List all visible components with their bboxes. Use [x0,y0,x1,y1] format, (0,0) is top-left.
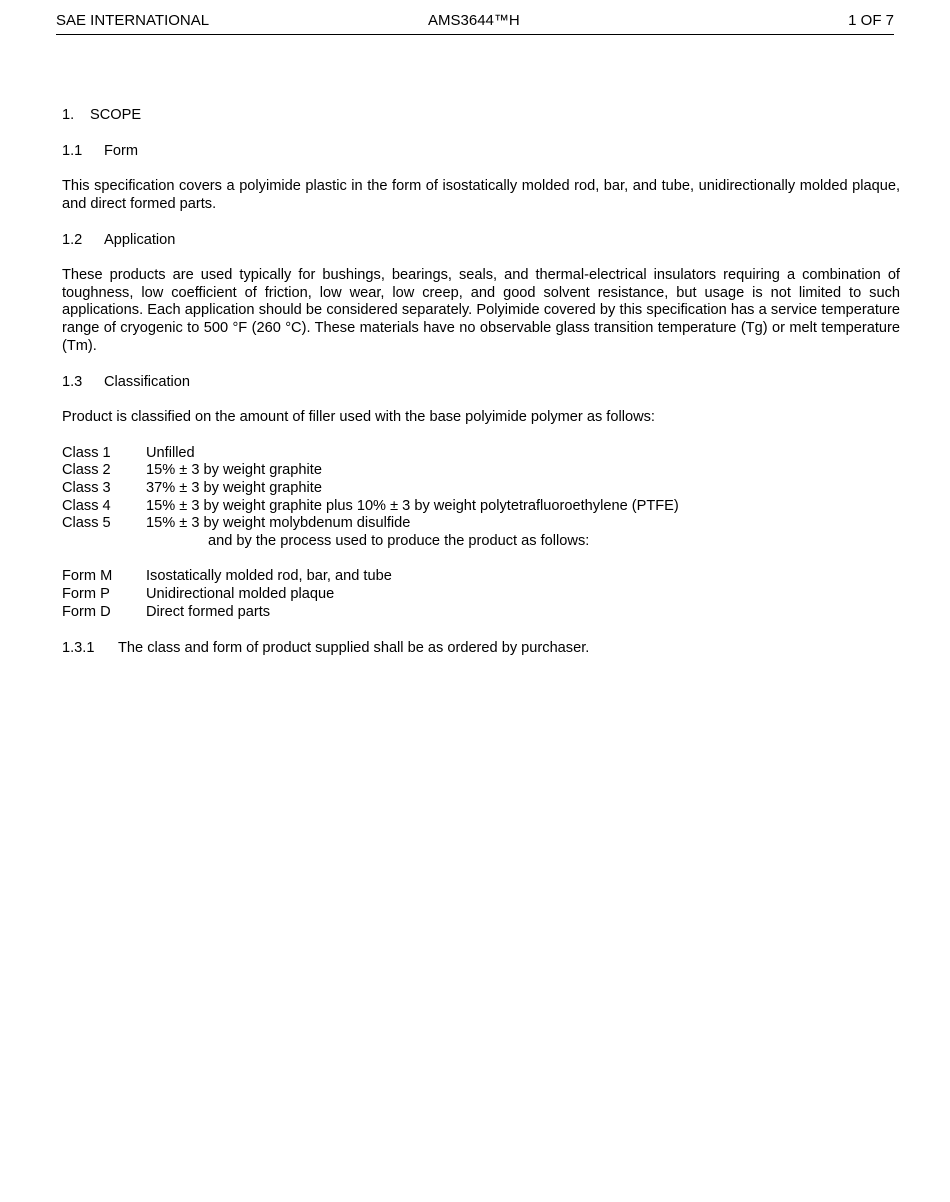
class-value: 37% ± 3 by weight graphite [146,479,322,496]
class-row [62,480,900,498]
process-intro: and by the process used to produce the product as follows: [208,532,590,549]
class-row [62,462,900,480]
section-number: 1.1 [62,143,83,159]
section-1-3-1 [62,639,900,657]
section-number: 1.3.1 [62,640,95,657]
form-value: Isostatically molded rod, bar, and tube [146,568,392,585]
section-title: Classification [104,374,190,391]
class-value: Unfilled [146,444,195,461]
class-key: Class 5 [62,515,111,532]
form-row [62,586,900,604]
section-number: 1.2 [62,232,83,249]
class-value: 15% ± 3 by weight graphite plus 10% ± 3 by weight polytetrafluoroethylene (PTFE) [146,497,679,514]
class-key: Class 4 [62,497,111,514]
application-paragraph: These products are used typically for bushings, bearings, seals, and thermal-electrical insulators requiring a combination of toughness, low coefficient of friction, low wear, low creep, and good solvent resistance, but usage is not limited to such applications. Each application should be considered separately. Polyimide covered by this specification has a service temperature range of cryogenic to 500 °F (260 °C). These materials have no observable glass transition temperature (Tg) or melt temperature (Tm). [62,267,900,354]
class-key: Class 2 [62,462,111,479]
form-key: Form D [62,603,111,620]
form-value: Direct formed parts [146,603,271,620]
section-application-heading [62,231,900,249]
class-value: 15% ± 3 by weight molybdenum disulfide [146,515,411,532]
document-body [62,106,900,657]
section-text: The class and form of product supplied shall be as ordered by purchaser. [118,640,590,657]
section-title: Form [104,143,139,159]
class-value: 15% ± 3 by weight graphite [146,462,322,479]
class-row [62,498,900,516]
section-classification-heading [62,373,900,391]
form-value: Unidirectional molded plaque [146,585,335,602]
form-row [62,604,900,622]
form-key: Form P [62,585,110,602]
class-key: Class 1 [62,444,111,461]
form-paragraph: This specification covers a polyimide plastic in the form of isostatically molded rod, bar, and tube, unidirectionally molded plaque, and direct formed parts. [62,178,900,212]
class-key: Class 3 [62,479,111,496]
page-header [56,12,894,35]
header-page-number: 1 OF 7 [848,12,894,29]
section-title: Application [104,232,176,249]
classification-intro: Product is classified on the amount of filler used with the base polyimide polymer as follows: [62,409,655,426]
section-number: 1. [62,107,75,123]
class-list [62,445,900,551]
form-list [62,568,900,621]
class-row [62,445,900,463]
form-row [62,568,900,586]
header-organization: SAE INTERNATIONAL [56,12,210,29]
section-form-heading [62,142,900,160]
section-number: 1.3 [62,374,83,391]
form-key: Form M [62,568,113,585]
class-row [62,515,900,533]
header-document-number: AMS3644™H [428,12,520,29]
section-scope-heading [62,106,900,124]
section-title: SCOPE [90,107,142,123]
